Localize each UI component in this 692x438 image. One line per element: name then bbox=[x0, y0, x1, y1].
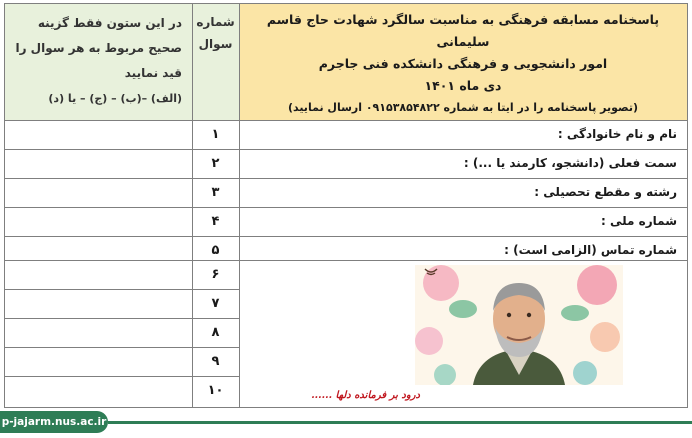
header-title-line2: امور دانشجویی و فرهنگی دانشکده فنی جاجرم bbox=[318, 56, 608, 71]
form-field-national-id: شماره ملی : bbox=[601, 214, 677, 228]
form-field-position: سمت فعلی (دانشجو، کارمند یا ...) : bbox=[463, 156, 677, 170]
answer-instruction-header bbox=[4, 3, 192, 120]
footer-url[interactable]: p-jajarm.nus.ac.ir bbox=[0, 411, 108, 433]
question-number-label-1: شماره bbox=[196, 15, 235, 29]
grid-line bbox=[4, 289, 239, 290]
grid-line bbox=[4, 178, 688, 179]
question-number-5: ۵ bbox=[211, 243, 220, 258]
instruction-line1: در این ستون فقط گزینه bbox=[37, 16, 182, 30]
leaf-decoration bbox=[561, 305, 589, 321]
grid-line bbox=[4, 347, 239, 348]
grid-line bbox=[4, 236, 688, 237]
footer-rule bbox=[108, 421, 692, 424]
header-date: دی ماه ۱۴۰۱ bbox=[424, 78, 502, 93]
grid-line bbox=[4, 407, 688, 408]
question-number-1: ۱ bbox=[211, 127, 220, 142]
question-number-label-2: سوال bbox=[198, 37, 233, 51]
question-number-2: ۲ bbox=[211, 156, 220, 171]
flower-decoration bbox=[423, 265, 459, 301]
flower-decoration bbox=[590, 322, 620, 352]
instruction-line3: قید نمایید bbox=[124, 66, 182, 80]
leaf-decoration bbox=[449, 300, 477, 318]
grid-line bbox=[4, 260, 688, 261]
instruction-options: (الف) –(ب) – (ج) – یا (د) bbox=[48, 92, 182, 105]
grid-line bbox=[4, 3, 688, 4]
grid-line bbox=[192, 3, 193, 408]
question-number-10: ۱۰ bbox=[207, 383, 224, 398]
grid-line bbox=[4, 318, 239, 319]
header-title-cell bbox=[239, 3, 687, 120]
commander-portrait bbox=[415, 265, 623, 385]
eye bbox=[507, 313, 511, 317]
question-number-3: ۳ bbox=[211, 185, 220, 200]
eye bbox=[527, 313, 531, 317]
form-field-name: نام و نام خانوادگی : bbox=[557, 127, 677, 141]
question-number-9: ۹ bbox=[211, 354, 220, 369]
grid-line bbox=[4, 207, 688, 208]
flower-decoration bbox=[415, 327, 443, 355]
header-title-line1: پاسخنامه مسابقه فرهنگی به مناسبت سالگرد شهادت حاج قاسم سلیمانی bbox=[266, 12, 660, 49]
question-number-4: ۴ bbox=[211, 214, 220, 229]
form-field-phone: شماره تماس (الزامی است) : bbox=[504, 243, 677, 257]
form-field-major: رشته و مقطع تحصیلی : bbox=[534, 185, 677, 199]
question-number-8: ۸ bbox=[211, 325, 220, 340]
flower-decoration bbox=[577, 265, 617, 305]
question-number-6: ۶ bbox=[211, 267, 220, 282]
grid-line bbox=[4, 149, 688, 150]
grid-line bbox=[4, 376, 239, 377]
header-note: (تصویر پاسخنامه را در ایتا به شماره ۰۹۱۵۳۸۵۴۸۲۲ ارسال نمایید) bbox=[287, 101, 639, 114]
portrait-caption: درود بر فرمانده دلها ...... bbox=[311, 390, 420, 401]
instruction-line2: صحیح مربوط به هر سوال را bbox=[15, 41, 182, 55]
question-number-header bbox=[192, 3, 239, 120]
grid-line bbox=[239, 3, 240, 408]
grid-line bbox=[4, 3, 5, 408]
grid-line bbox=[4, 120, 688, 121]
grid-line bbox=[687, 3, 688, 408]
question-number-7: ۷ bbox=[211, 296, 220, 311]
flower-decoration bbox=[573, 361, 597, 385]
flower-decoration bbox=[434, 364, 456, 385]
